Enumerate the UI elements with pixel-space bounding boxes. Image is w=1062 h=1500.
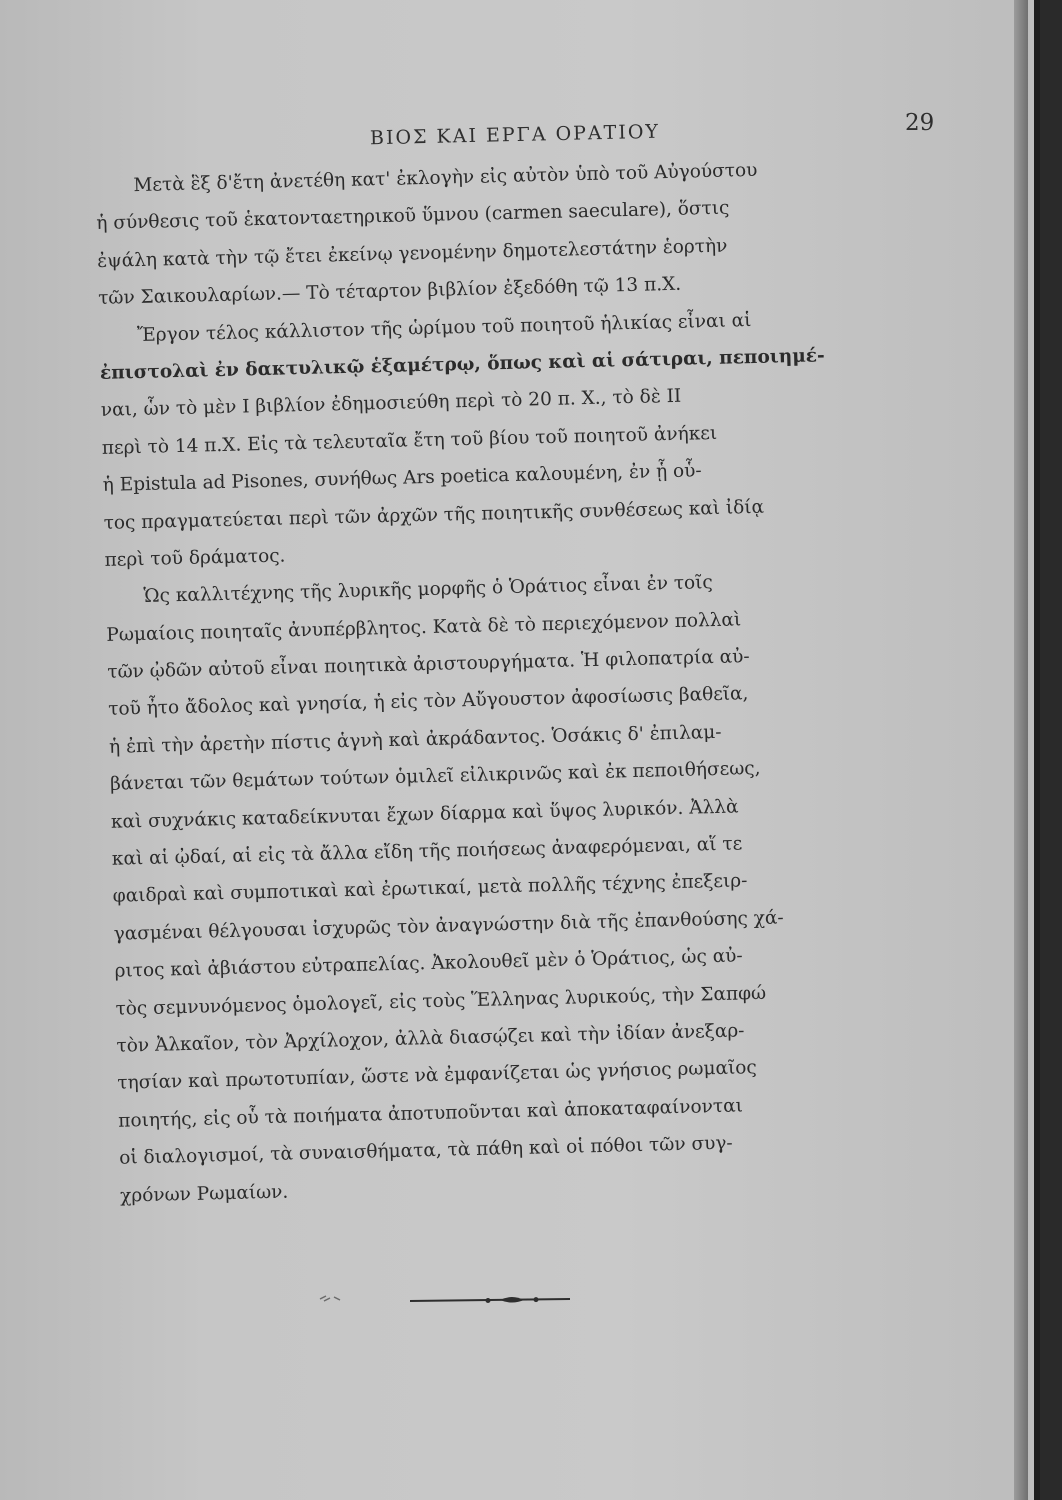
text-line: περὶ τοῦ δράματος. [104,545,286,571]
text-line: ἐψάλη κατὰ τὴν τῷ ἔτει ἐκείνῳ γενομένην δημοτελεστάτην ἑορτὴν [97,235,728,272]
text-line: ριτος καὶ ἀβιάστου εὐτραπελίας. Ἀκολουθεῖ μὲν ὁ Ὁράτιος, ὡς αὐ- [114,945,743,982]
text-line: φαιδραὶ καὶ συμποτικαὶ καὶ ἐρωτικαί, μετὰ πολλῆς τέχνης ἐπεξειρ- [112,870,748,908]
body-text [95,147,990,1215]
text-line: τῶν ᾠδῶν αὐτοῦ εἶναι ποιητικὰ ἀριστουργήματα. Ἡ φιλοπατρία αὐ- [107,646,750,683]
page-edge [1014,0,1028,1500]
text-line: καὶ αἱ ᾠδαί, αἱ εἰς τὰ ἄλλα εἴδη τῆς ποιήσεως ἀναφερόμεναι, αἵ τε [111,833,743,870]
text-line: ἡ Epistula ad Pisones, συνήθως Ars poetica καλουμένη, ἐν ᾗ οὗ- [102,460,702,497]
end-ornament [300,1285,580,1315]
text-line: ἡ σύνθεσις τοῦ ἑκατονταετηρικοῦ ὕμνου (carmen saeculare), ὅστις [96,197,730,235]
text-line: ποιητής, εἰς οὗ τὰ ποιήματα ἀποτυποῦνται καὶ ἀποκαταφαίνονται [118,1095,744,1132]
text-line: τησίαν καὶ πρωτοτυπίαν, ὥστε νὰ ἐμφανίζεται ὡς γνήσιος ρωμαῖος [117,1057,757,1095]
running-title: ΒΙΟΣ ΚΑΙ ΕΡΓΑ ΟΡΑΤΙΟΥ [369,120,661,150]
text-line: καὶ συχνάκις καταδείκνυται ἔχων δίαρμα καὶ ὕψος λυρικόν. Ἀλλὰ [110,796,739,833]
text-line: ναι, ὧν τὸ μὲν Ι βιβλίον ἐδημοσιεύθη περὶ τὸ 20 π. Χ., τὸ δὲ ΙΙ [100,386,682,422]
text-line: Ἔργον τέλος κάλλιστον τῆς ὡρίμου τοῦ ποιητοῦ ἡλικίας εἶναι αἱ [136,309,752,346]
text-line: τὸς σεμνυνόμενος ὁμολογεῖ, εἰς τοὺς Ἕλληνας λυρικούς, τὴν Σαπφώ [115,982,767,1020]
text-line: οἱ διαλογισμοί, τὰ συναισθήματα, τὰ πάθη καὶ οἱ πόθοι τῶν συγ- [118,1132,733,1169]
text-line: Ὡς καλλιτέχνης τῆς λυρικῆς μορφῆς ὁ Ὁράτιος εἶναι ἐν τοῖς [143,572,714,608]
text-line: Μετὰ ἓξ δ'ἔτη ἀνετέθη κατ' ἐκλογὴν εἰς αὐτὸν ὑπὸ τοῦ Αὐγούστου [133,159,758,197]
text-line: Ρωμαίοις ποιηταῖς ἀνυπέρβλητος. Κατὰ δὲ τὸ περιεχόμενον πολλαὶ [106,609,742,646]
text-line: ἐπιστολαὶ ἐν δακτυλικῷ ἑξαμέτρῳ, ὅπως καὶ αἱ σάτιραι, πεποιημέ- [99,345,825,384]
text-line: τος πραγματεύεται περὶ τῶν ἀρχῶν τῆς ποιητικῆς συνθέσεως καὶ ἰδίᾳ [103,496,765,534]
text-line: γασμέναι θέλγουσαι ἰσχυρῶς τὸν ἀναγνώστην διὰ τῆς ἐπανθούσης χά- [113,907,784,945]
text-line: τῶν Σαικουλαρίων.— Τὸ τέταρτον βιβλίον ἐξεδόθη τῷ 13 π.Χ. [97,273,682,310]
text-line: περὶ τὸ 14 π.Χ. Εἰς τὰ τελευταῖα ἔτη τοῦ βίου τοῦ ποιητοῦ ἀνήκει [101,422,718,459]
text-line: τοῦ ἦτο ἄδολος καὶ γνησία, ἡ εἰς τὸν Αὔγουστον ἀφοσίωσις βαθεῖα, [107,683,749,721]
page-number: 29 [905,110,935,136]
text-line: τὸν Ἀλκαῖον, τὸν Ἀρχίλοχον, ἀλλὰ διασῴζει καὶ τὴν ἰδίαν ἀνεξαρ- [116,1020,745,1057]
text-line: βάνεται τῶν θεμάτων τούτων ὁμιλεῖ εἰλικρινῶς καὶ ἐκ πεποιθήσεως, [109,758,761,796]
text-line: χρόνων Ρωμαίων. [119,1181,289,1207]
text-line: ἡ ἐπὶ τὴν ἀρετὴν πίστις ἁγνὴ καὶ ἀκράδαντος. Ὁσάκις δ' ἐπιλαμ- [108,721,722,758]
